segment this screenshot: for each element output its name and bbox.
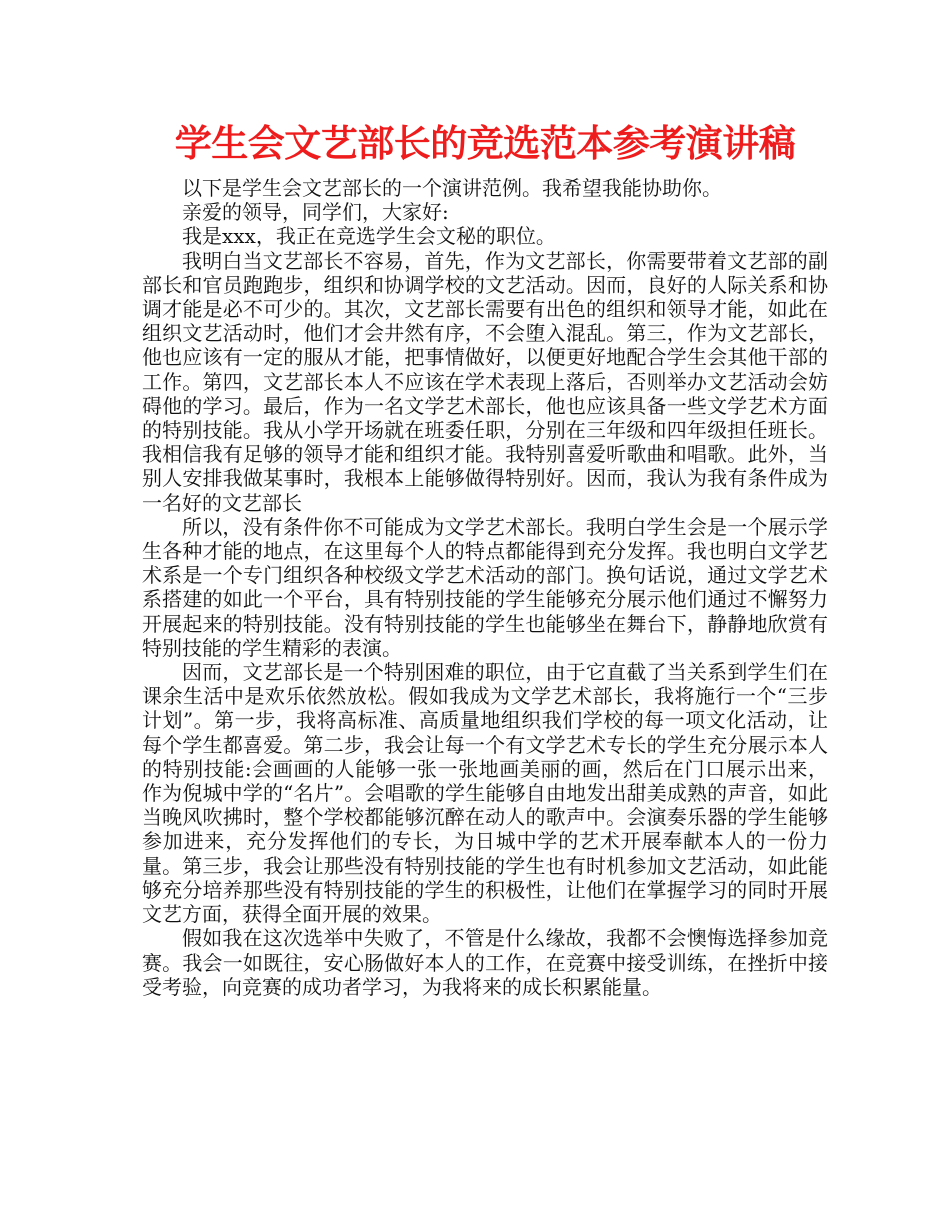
body-paragraph: 我明白当文艺部长不容易，首先，作为文艺部长，你需要带着文艺部的副部长和官员跑跑步，组织和协调学校的文艺活动。因而，良好的人际关系和协调才能是必不可少的。其次，文艺部长需要有出色的组织和领导才能，如此在组织文艺活动时，他们才会井然有序，不会堕入混乱。第三，作为文艺部长，他也应该有一定的服从才能，把事情做好，以便更好地配合学生会其他干部的工作。第四，文艺部长本人不应该在学术表现上落后，否则举办文艺活动会妨碍他的学习。最后，作为一名文学艺术部长，他也应该具备一些文学艺术方面的特别技能。我从小学开场就在班委任职，分别在三年级和四年级担任班长。我相信我有足够的领导才能和组织才能。我特别喜爱听歌曲和唱歌。此外，当别人安排我做某事时，我根本上能够做得特别好。因而，我认为我有条件成为一名好的文艺部长 xyxy=(142,248,828,515)
body-paragraph: 因而，文艺部长是一个特别困难的职位，由于它直截了当关系到学生们在课余生活中是欢乐依然放松。假如我成为文学艺术部长，我将施行一个“三步计划”。第一步，我将高标准、高质量地组织我们学校的每一项文化活动，让每个学生都喜爱。第二步，我会让每一个有文学艺术专长的学生充分展示本人的特别技能:会画画的人能够一张一张地画美丽的画，然后在门口展示出来，作为倪城中学的“名片”。会唱歌的学生能够自由地发出甜美成熟的声音，如此当晚风吹拂时，整个学校都能够沉醉在动人的歌声中。会演奏乐器的学生能够参加进来，充分发挥他们的专长，为日城中学的艺术开展奉献本人的一份力量。第三步，我会让那些没有特别技能的学生也有时机参加文艺活动，如此能够充分培养那些没有特别技能的学生的积极性，让他们在掌握学习的同时开展文艺方面，获得全面开展的效果。 xyxy=(142,660,828,927)
closing-paragraph: 假如我在这次选举中失败了，不管是什么缘故，我都不会懊悔选择参加竞赛。我会一如既往，安心肠做好本人的工作，在竞赛中接受训练，在挫折中接受考验，向竞赛的成功者学习，为我将来的成长积累能量。 xyxy=(142,926,828,999)
document-page xyxy=(142,118,828,999)
self-intro-paragraph: 我是xxx，我正在竞选学生会文秘的职位。 xyxy=(182,224,556,249)
body-paragraph: 所以，没有条件你不可能成为文学艺术部长。我明白学生会是一个展示学生各种才能的地点，在这里每个人的特点都能得到充分发挥。我也明白文学艺术系是一个专门组织各种校级文学艺术活动的部门。换句话说，通过文学艺术系搭建的如此一个平台，具有特别技能的学生能够充分展示他们通过不懈努力开展起来的特别技能。没有特别技能的学生也能够坐在舞台下，静静地欣赏有特别技能的学生精彩的表演。 xyxy=(142,514,828,660)
greeting-paragraph: 亲爱的领导，同学们，大家好: xyxy=(182,200,449,225)
document-title: 学生会文艺部长的竞选范本参考演讲稿 xyxy=(174,122,796,165)
intro-paragraph: 以下是学生会文艺部长的一个演讲范例。我希望我能协助你。 xyxy=(182,176,722,200)
